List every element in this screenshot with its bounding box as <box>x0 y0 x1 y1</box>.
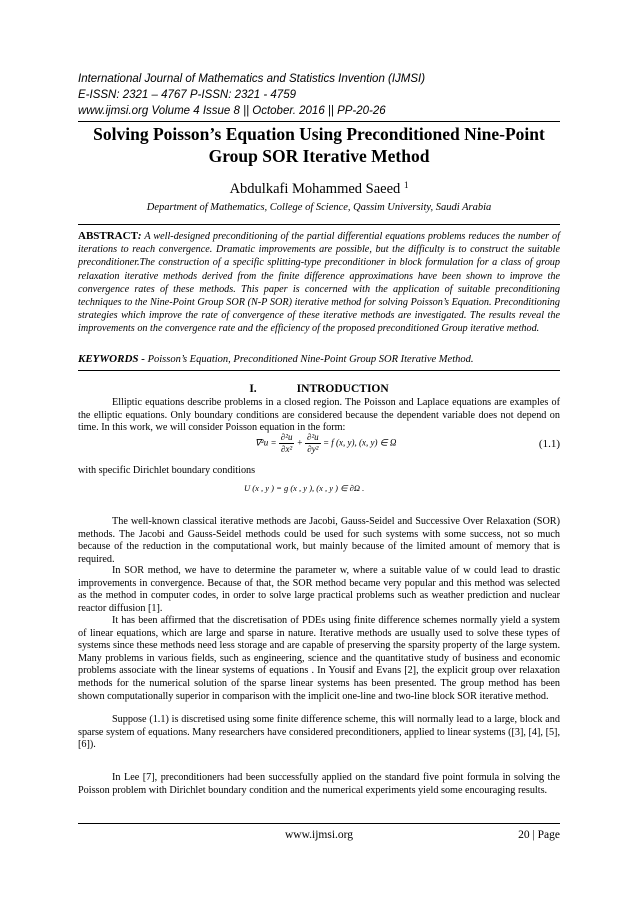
equation-1 <box>78 430 560 460</box>
abstract-text: A well-designed preconditioning of the partial differential equations problems reduces the number of iterations to reach convergence. Dramatic improvements are possible, but the difficulty is to construct the suitable preconditioner.The construction of a specific splitting-type preconditioner in block formulation for a class of group relaxation iterative methods derived from the finite difference approximations have been shown to improve the convergence rates of these methods. This paper is concerned with the application of suitable preconditioning techniques to the Nine-Point Group SOR (N-P SOR) iterative method for solving Poisson’s Equation. Preconditioning strategies which improve the rate of convergence of these iterative methods are investigated. The results reveal the improvements on the convergence rate and the efficiency of the proposed preconditioned Group iterative method. <box>78 231 560 335</box>
keywords-label: KEYWORDS - <box>78 353 145 365</box>
abstract-colon: : <box>137 230 142 242</box>
equation-2: U (x , y ) = g (x , y ), (x , y ) ∈ ∂Ω . <box>244 483 365 493</box>
paragraph-3 <box>78 516 560 566</box>
paragraph-7-text: In Lee [7], preconditioners had been successfully applied on the standard five point formula in solving the Poisson problem with Dirichlet boundary condition and the numerical experiments yield some encouraging results. <box>78 772 560 796</box>
header-rule <box>78 121 560 122</box>
eq1-rhs: = f (x, y), (x, y) ∈ Ω <box>322 437 397 448</box>
paragraph-6-text: Suppose (1.1) is discretised using some finite difference scheme, this will normally lead to a large, block and sparse system of equations. Many researchers have considered preconditioners, applied to linear systems ([3], [4], [5], [6]). <box>78 714 560 751</box>
author-affiliation: Department of Mathematics, College of Science, Qassim University, Saudi Arabia <box>146 202 492 213</box>
abstract <box>78 230 560 336</box>
paragraph-7 <box>78 772 560 797</box>
eq1-frac2 <box>305 432 321 455</box>
eq1-frac2-den: ∂y² <box>307 444 319 454</box>
keywords-bottom-rule <box>78 370 560 371</box>
paragraph-1-text: Elliptic equations describe problems in a closed region. The Poisson and Laplace equations are examples of the elliptic equations. Only boundary conditions are considered because the dependent variable does not depend on time. In this work, we will consider Poisson equation in the form: <box>78 397 560 434</box>
footer-url[interactable]: www.ijmsi.org <box>284 829 354 841</box>
footer-page-number: 20 | Page <box>518 829 560 841</box>
eq1-frac1-den: ∂x² <box>281 444 293 454</box>
author-line <box>78 180 560 198</box>
equation-1-number: (1.1) <box>538 438 560 450</box>
eq1-plus: + <box>296 437 303 448</box>
paragraph-5 <box>78 615 560 703</box>
journal-issn: E-ISSN: 2321 – 4767 P-ISSN: 2321 - 4759 <box>78 89 296 101</box>
eq1-lhs: ∇²u = <box>255 437 277 448</box>
author-superscript: 1 <box>403 180 409 190</box>
paragraph-4-text: In SOR method, we have to determine the parameter w, where a suitable value of w could lead to drastic improvements in convergence. Because of that, the SOR method became very popular and this method was selected as the method in computer codes, in order to solve large practical problems such as weather prediction and nuclear reactor diffusion [1]. <box>78 565 560 614</box>
journal-volume: www.ijmsi.org Volume 4 Issue 8 || October. 2016 || PP-20-26 <box>78 105 386 117</box>
paper-title-line2: Group SOR Iterative Method <box>208 146 430 166</box>
section-title: INTRODUCTION <box>296 383 389 395</box>
keywords-text: Poisson’s Equation, Preconditioned Nine-Point Group SOR Iterative Method. <box>144 354 474 365</box>
eq1-frac1 <box>279 432 295 455</box>
eq1-frac2-num: ∂²u <box>307 432 319 442</box>
abstract-label-text: ABSTRACT <box>78 230 138 242</box>
section-heading <box>78 383 560 395</box>
equation-1-body <box>255 432 396 455</box>
abstract-label <box>78 230 142 242</box>
eq1-frac1-num: ∂²u <box>280 432 293 442</box>
author-name: Abdulkafi Mohammed Saeed <box>229 181 401 197</box>
paragraph-6 <box>78 714 560 752</box>
journal-name: International Journal of Mathematics and Statistics Invention (IJMSI) <box>78 73 426 85</box>
footer-rule <box>78 823 560 824</box>
paragraph-2: with specific Dirichlet boundary conditions <box>78 465 256 476</box>
abstract-top-rule <box>78 224 560 225</box>
paragraph-5-text: It has been affirmed that the discretisation of PDEs using finite difference schemes normally yield a system of linear equations, which are large and sparse in nature. Iterative methods are usually used to solve these types of systems since these methods need less storage and are capable of preserving the sparsity property of the large system. Many problems in various fields, such as engineering, science and the quantitative study of business and economic problems associate with the linear systems of equations . In Yousif and Evans [2], the explicit group over relaxation methods for the numerical solution of the sparse linear systems has been presented. The group method has been shown computationally superior in comparison with the implicit one-line and two-line block SOR iterative method. <box>78 615 560 702</box>
keywords <box>78 353 560 365</box>
section-number: I. <box>249 383 257 395</box>
paragraph-4 <box>78 565 560 615</box>
paragraph-3-text: The well-known classical iterative methods are Jacobi, Gauss-Seidel and Successive Over Relaxation (SOR) methods. The Jacobi and Gauss-Seidel methods could be used for such systems with some success, not so much because of the reduction in the computational work, but mainly because of the limited amount of memory that is required. <box>78 516 560 565</box>
paper-title-line1: Solving Poisson’s Equation Using Preconditioned Nine-Point <box>93 124 545 144</box>
